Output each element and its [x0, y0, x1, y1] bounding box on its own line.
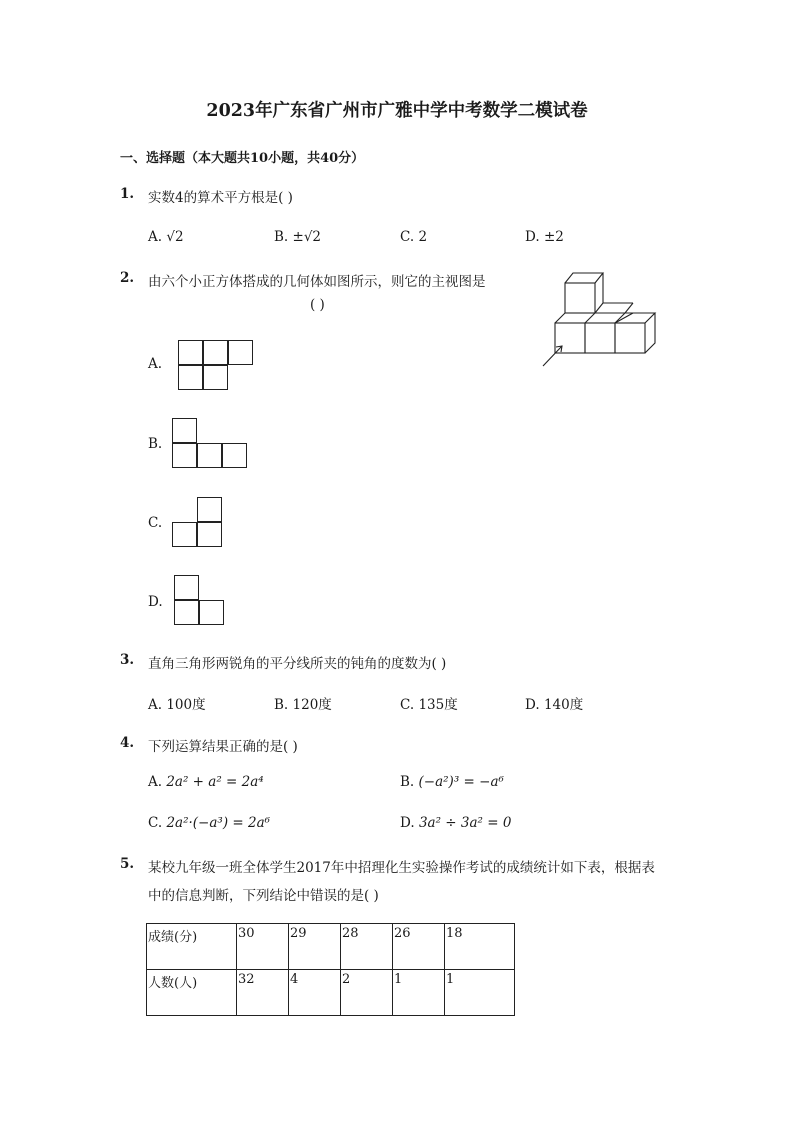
cube-figure — [540, 268, 672, 370]
answer-paren: ( ) — [310, 297, 325, 313]
view-arrow-line — [543, 346, 562, 366]
cube-face — [615, 323, 645, 353]
table-cell: 28 — [341, 924, 393, 970]
question-text: 下列运算结果正确的是( ) — [148, 739, 298, 755]
table-cell: 26 — [393, 924, 445, 970]
cube-top-face — [615, 313, 655, 323]
option-b: B. (−a²)³ = −a⁶ — [400, 774, 504, 790]
grid-cell — [197, 443, 222, 468]
table-cell: 2 — [341, 970, 393, 1016]
cube-side-face — [645, 313, 655, 353]
option-c: C. — [148, 515, 163, 531]
score-table — [146, 923, 515, 1016]
grid-cell — [203, 340, 228, 365]
option-a: A. — [148, 356, 163, 372]
question-text: 实数4的算术平方根是( ) — [148, 190, 293, 206]
option-d: D. 140度 — [525, 697, 584, 713]
table-cell: 1 — [445, 970, 515, 1016]
section-heading: 一、选择题（本大题共10小题，共40分） — [120, 151, 365, 166]
table-cell: 1 — [393, 970, 445, 1016]
question-number: 2. — [120, 270, 135, 286]
option-c: C. 135度 — [400, 697, 458, 713]
table-cell: 32 — [237, 970, 289, 1016]
grid-cell — [172, 418, 197, 443]
table-cell: 30 — [237, 924, 289, 970]
grid-cell — [222, 443, 247, 468]
question-text: 直角三角形两锐角的平分线所夹的钝角的度数为( ) — [148, 656, 447, 672]
grid-cell — [197, 522, 222, 547]
option-c: C. 2a²·(−a³) = 2a⁶ — [148, 815, 271, 831]
grid-cell — [172, 522, 197, 547]
cube-face — [585, 323, 615, 353]
grid-cell — [178, 340, 203, 365]
option-d: D. ±2 — [525, 229, 564, 245]
table-cell: 29 — [289, 924, 341, 970]
table-row — [147, 970, 515, 1016]
question-text-continued: 中的信息判断，下列结论中错误的是( ) — [148, 888, 379, 904]
grid-cell — [203, 365, 228, 390]
option-d: D. — [148, 594, 163, 610]
question-text: 由六个小正方体搭成的几何体如图所示，则它的主视图是 — [148, 274, 486, 290]
option-a: A. √2 — [148, 229, 184, 245]
table-cell: 18 — [445, 924, 515, 970]
table-cell: 成绩(分) — [147, 924, 237, 970]
question-number: 4. — [120, 735, 135, 751]
option-a: A. 2a² + a² = 2a⁴ — [148, 774, 264, 790]
table-cell: 人数(人) — [147, 970, 237, 1016]
cube-top-edge — [595, 313, 633, 323]
table-row — [147, 924, 515, 970]
option-a: A. 100度 — [148, 697, 206, 713]
option-b: B. ±√2 — [274, 229, 322, 245]
option-d: D. 3a² ÷ 3a² = 0 — [400, 815, 512, 831]
grid-cell — [174, 600, 199, 625]
option-c: C. 2 — [400, 229, 428, 245]
grid-cell — [228, 340, 253, 365]
question-number: 1. — [120, 186, 135, 202]
grid-cell — [197, 497, 222, 522]
question-number: 3. — [120, 652, 135, 668]
grid-cell — [199, 600, 224, 625]
grid-cell — [172, 443, 197, 468]
question-number: 5. — [120, 856, 135, 872]
question-text: 某校九年级一班全体学生2017年中招理化生实验操作考试的成绩统计如下表，根据表 — [148, 860, 655, 876]
cube-top-edge — [555, 313, 595, 323]
page-title: 2023年广东省广州市广雅中学中考数学二模试卷 — [206, 101, 588, 121]
cube-top-face — [565, 273, 603, 283]
cube-edge — [625, 303, 633, 313]
cube-side-face — [595, 273, 603, 313]
grid-cell — [178, 365, 203, 390]
cube-top-edge — [585, 313, 595, 323]
cube-face — [565, 283, 595, 313]
grid-cell — [174, 575, 199, 600]
option-b: B. — [148, 436, 163, 452]
table-cell: 4 — [289, 970, 341, 1016]
option-b: B. 120度 — [274, 697, 332, 713]
